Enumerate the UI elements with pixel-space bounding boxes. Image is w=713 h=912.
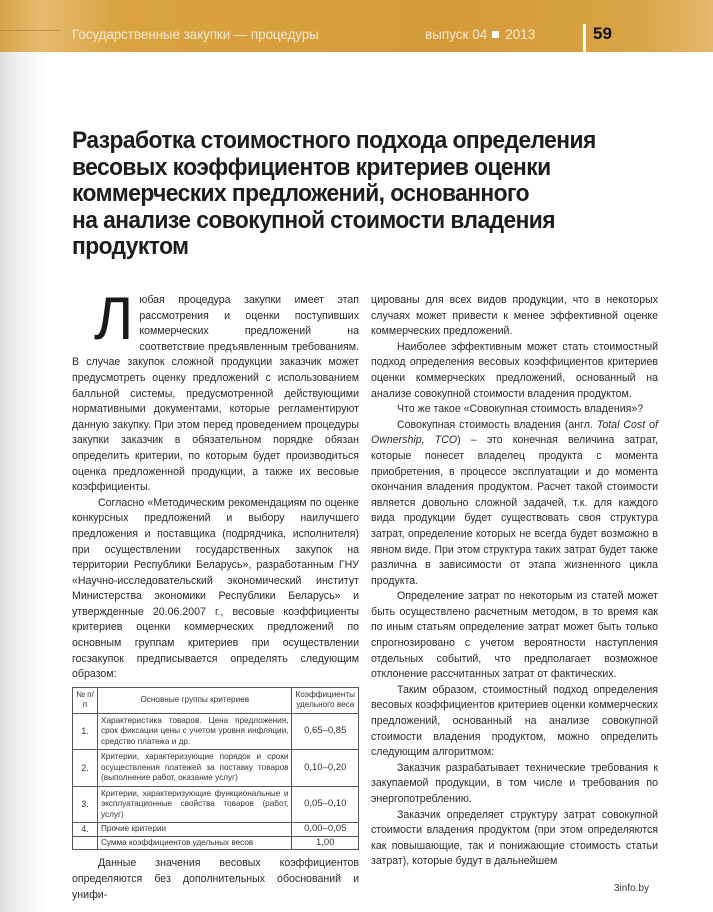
title-line: весовых коэффициентов критериев оценки bbox=[72, 153, 551, 181]
criteria-table bbox=[72, 687, 359, 851]
title-line: продуктом bbox=[72, 233, 189, 260]
header-num: № п/п bbox=[73, 687, 98, 713]
paragraph: цированы для всех видов продукции, что в некоторых случаях может привести к менее эффективной оценке коммерческих предложений. bbox=[371, 294, 658, 338]
title-line: коммерческих предложений, основанного bbox=[72, 180, 529, 207]
paragraph: Заказчик разрабатывает технические требования к закупаемой продукции, в том числе и требования по энергопотреблению. bbox=[371, 761, 658, 805]
right-column bbox=[371, 293, 658, 870]
paragraph: Заказчик определяет структуру затрат совокупной стоимости владения продуктом (при этом определяются как повышающие, так и понижающие стоимость статьи затрат), которые будут в дальнейшем bbox=[371, 808, 658, 868]
paragraph: Таким образом, стоимостный подход определения весовых коэффициентов критериев оценки коммерческих предложений, основанный на анализе совокупной стоимости владения продуктом, можно определить следующим алгоритмом: bbox=[371, 683, 658, 759]
drop-cap: Л bbox=[94, 285, 134, 352]
table-row: 4. Прочие критерии 0,00–0,05 bbox=[73, 823, 359, 837]
issue-label: выпуск 04 bbox=[425, 27, 488, 42]
page-header bbox=[0, 0, 713, 52]
title-line: на анализе совокупной стоимости владения bbox=[72, 206, 555, 234]
paragraph: Наиболее эффективным может стать стоимостный подход определения весовых коэффициентов критериев оценки коммерческих предложений, основанный на анализе совокупной стоимости владения продуктом. bbox=[371, 340, 658, 400]
header-coef: Коэффициенты удельного веса bbox=[292, 687, 359, 713]
left-column bbox=[72, 285, 359, 903]
tco-term: Total Cost of Ownership, TCO bbox=[371, 418, 658, 447]
issue-year: 2013 bbox=[505, 27, 536, 42]
paragraph: Согласно «Методическим рекомендациям по оценке конкурсных предложений и выбору наилучшего предложения и поставщика (подрядчика, исполнителя) при осуществлении государственных закупок на территории Республики Беларусь», разработанным ГНУ «Научно-исследовательский экономический институт Министерства экономики Республики Беларусь» и утвержденные 20.06.2007 г., весовые коэффициенты критериев оценки коммерческих предложений по основным группам критериев при осуществлении госзакупок предписывается определять следующим образом: bbox=[72, 496, 359, 681]
section-title: Государственные закупки — процедуры bbox=[72, 27, 319, 42]
header-divider bbox=[583, 24, 586, 52]
title-line: Разработка стоимостного подхода определения bbox=[72, 127, 596, 154]
table-row: 3. Критерии, характеризующие функциональные и эксплуатационные свойства товаров (работ, услуг) 0,05–0,10 bbox=[73, 786, 359, 823]
square-bullet-icon bbox=[492, 31, 499, 38]
paragraph: Определение затрат по некоторым из статей может быть осуществлено расчетным методом, в то время как по иным статьям определение затрат может быть только спрогнозировано с учетом вероятности наступления отдельных событий, что предполагает возможное отклонение рассчитанных затрат от фактических. bbox=[371, 590, 658, 681]
page-number: 59 bbox=[593, 24, 612, 43]
table-row: 2. Критерии, характеризующие порядок и сроки осуществления платежей за поставку товаров (выполнение работ, оказание услуг) 0,10–0,20 bbox=[73, 750, 359, 787]
header-group: Основные группы критериев bbox=[98, 687, 292, 713]
paragraph-intro: Любая процедура закупки имеет этап рассмотрения и оценки поступивших коммерческих предложений на соответствие предъявленным требованиям. В случае закупок сложной продукции заказчик может предусмотреть оценку предложений с использованием балльной системы, предусмотренной действующими нормативными документами, которые регламентируют данную закупку. При этом перед проведением процедуры закупки заказчик в обязательном порядке обязан определить критерии, по которым будет производиться оценка предложенной продукции, а также их весовые коэффициенты. bbox=[72, 285, 359, 494]
issue-info bbox=[425, 27, 535, 42]
table-row: 1. Характеристика товаров. Цена предложения, срок фиксации цены с учетом уровня инфляции, средство платежа и др. 0,65–0,85 bbox=[73, 713, 359, 750]
paragraph-question: Что же такое «Совокупная стоимость владения»? bbox=[397, 403, 644, 416]
table-header-row bbox=[73, 687, 359, 713]
footer-site: 3info.by bbox=[614, 883, 650, 894]
paragraph: Данные значения весовых коэффициентов определяются без дополнительных обоснований и унифи- bbox=[72, 857, 359, 901]
table-total-row: Сумма коэффициентов удельных весов 1,00 bbox=[73, 836, 359, 850]
paragraph-tco-definition: Совокупная стоимость владения (англ. Total Cost of Ownership, TCO) – это конечная величина затрат, которые понесет владелец продукта с момента приобретения, в процессе эксплуатации и до момента окончания владения продуктом. Расчет такой стоимости является довольно сложной задачей, т.к. для каждого вида продукции будет существовать своя структура затрат, определение которых не всегда будет возможно в явном виде. При этом структура таких затрат будет также различна в зависимости от этапа жизненного цикла продукта. bbox=[371, 418, 658, 587]
article-title bbox=[72, 128, 630, 261]
header-rule bbox=[0, 30, 60, 31]
